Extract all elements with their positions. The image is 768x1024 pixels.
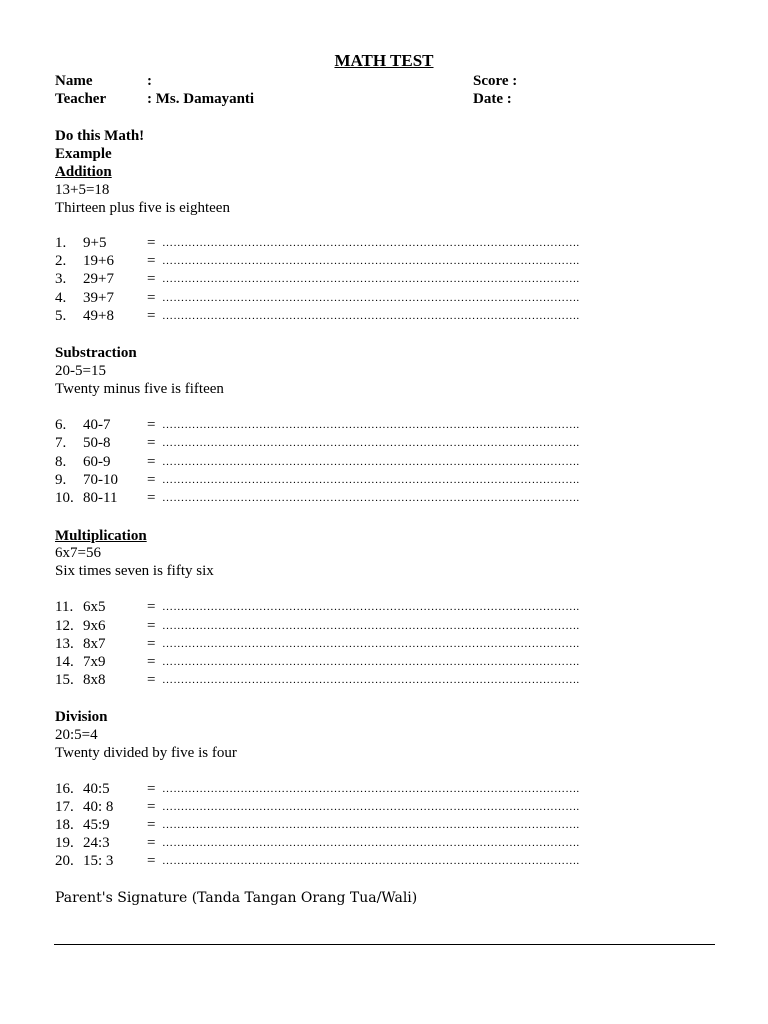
question-number: 4. bbox=[55, 290, 67, 306]
section-sentence: Six times seven is fifty six bbox=[55, 563, 214, 579]
parent-signature-label: Parent's Signature (Tanda Tangan Orang Tua/Wali) bbox=[55, 890, 418, 906]
section-example: 6x7=56 bbox=[55, 545, 101, 561]
section-sentence: Twenty minus five is fifteen bbox=[55, 381, 224, 397]
question-expression: 49+8 bbox=[83, 308, 114, 324]
answer-blank[interactable]: …………………………………………………………………………………………………. bbox=[162, 656, 580, 668]
equals-sign: = bbox=[147, 271, 156, 287]
equals-sign: = bbox=[147, 817, 156, 833]
name-colon: : bbox=[147, 73, 152, 89]
answer-blank[interactable]: …………………………………………………………………………………………………. bbox=[162, 456, 580, 468]
equals-sign: = bbox=[147, 799, 156, 815]
question-expression: 9+5 bbox=[83, 235, 107, 251]
question-expression: 70-10 bbox=[83, 472, 118, 488]
equals-sign: = bbox=[147, 435, 156, 451]
equals-sign: = bbox=[147, 853, 156, 869]
score-label: Score : bbox=[473, 73, 518, 89]
equals-sign: = bbox=[147, 472, 156, 488]
section-heading-division: Division bbox=[55, 709, 108, 725]
question-number: 10. bbox=[55, 490, 74, 506]
answer-blank[interactable]: …………………………………………………………………………………………………. bbox=[162, 855, 580, 867]
question-expression: 29+7 bbox=[83, 271, 114, 287]
teacher-value: : Ms. Damayanti bbox=[147, 91, 255, 107]
equals-sign: = bbox=[147, 672, 156, 688]
question-number: 12. bbox=[55, 618, 74, 634]
section-sentence: Twenty divided by five is four bbox=[55, 745, 237, 761]
question-expression: 50-8 bbox=[83, 435, 111, 451]
question-number: 9. bbox=[55, 472, 67, 488]
question-expression: 8x8 bbox=[83, 672, 106, 688]
question-number: 5. bbox=[55, 308, 67, 324]
answer-blank[interactable]: …………………………………………………………………………………………………. bbox=[162, 255, 580, 267]
equals-sign: = bbox=[147, 636, 156, 652]
section-example: 20-5=15 bbox=[55, 363, 106, 379]
section-heading-multiplication: Multiplication bbox=[55, 528, 147, 544]
question-number: 1. bbox=[55, 235, 67, 251]
answer-blank[interactable]: …………………………………………………………………………………………………. bbox=[162, 601, 580, 613]
question-number: 18. bbox=[55, 817, 74, 833]
question-expression: 60-9 bbox=[83, 454, 111, 470]
equals-sign: = bbox=[147, 308, 156, 324]
question-number: 2. bbox=[55, 253, 67, 269]
answer-blank[interactable]: …………………………………………………………………………………………………. bbox=[162, 801, 580, 813]
date-label: Date : bbox=[473, 91, 512, 107]
question-expression: 40:5 bbox=[83, 781, 110, 797]
answer-blank[interactable]: …………………………………………………………………………………………………. bbox=[162, 310, 580, 322]
question-expression: 40-7 bbox=[83, 417, 111, 433]
section-example: 13+5=18 bbox=[55, 182, 110, 198]
answer-blank[interactable]: …………………………………………………………………………………………………. bbox=[162, 674, 580, 686]
answer-blank[interactable]: …………………………………………………………………………………………………. bbox=[162, 783, 580, 795]
teacher-label: Teacher bbox=[55, 91, 107, 107]
equals-sign: = bbox=[147, 490, 156, 506]
question-number: 20. bbox=[55, 853, 74, 869]
equals-sign: = bbox=[147, 835, 156, 851]
question-number: 7. bbox=[55, 435, 67, 451]
section-heading-substraction: Substraction bbox=[55, 345, 137, 361]
question-number: 19. bbox=[55, 835, 74, 851]
answer-blank[interactable]: …………………………………………………………………………………………………. bbox=[162, 419, 580, 431]
signature-line bbox=[54, 944, 715, 945]
question-number: 14. bbox=[55, 654, 74, 670]
question-expression: 15: 3 bbox=[83, 853, 114, 869]
answer-blank[interactable]: …………………………………………………………………………………………………. bbox=[162, 492, 580, 504]
question-number: 3. bbox=[55, 271, 67, 287]
section-sentence: Thirteen plus five is eighteen bbox=[55, 200, 230, 216]
question-number: 11. bbox=[55, 599, 74, 615]
equals-sign: = bbox=[147, 781, 156, 797]
page-title: MATH TEST bbox=[334, 51, 434, 70]
question-expression: 45:9 bbox=[83, 817, 110, 833]
question-number: 6. bbox=[55, 417, 67, 433]
question-expression: 6x5 bbox=[83, 599, 106, 615]
section-example: 20:5=4 bbox=[55, 727, 98, 743]
question-number: 17. bbox=[55, 799, 74, 815]
question-number: 16. bbox=[55, 781, 74, 797]
section-heading-addition: Addition bbox=[55, 164, 112, 180]
answer-blank[interactable]: …………………………………………………………………………………………………. bbox=[162, 819, 580, 831]
answer-blank[interactable]: …………………………………………………………………………………………………. bbox=[162, 638, 580, 650]
equals-sign: = bbox=[147, 599, 156, 615]
question-number: 8. bbox=[55, 454, 67, 470]
question-number: 15. bbox=[55, 672, 74, 688]
name-label: Name bbox=[55, 73, 93, 89]
equals-sign: = bbox=[147, 235, 156, 251]
example-label: Example bbox=[55, 146, 112, 162]
answer-blank[interactable]: …………………………………………………………………………………………………. bbox=[162, 837, 580, 849]
question-expression: 19+6 bbox=[83, 253, 114, 269]
question-expression: 40: 8 bbox=[83, 799, 114, 815]
answer-blank[interactable]: …………………………………………………………………………………………………. bbox=[162, 237, 580, 249]
answer-blank[interactable]: …………………………………………………………………………………………………. bbox=[162, 292, 580, 304]
question-expression: 8x7 bbox=[83, 636, 106, 652]
equals-sign: = bbox=[147, 454, 156, 470]
instruction-text: Do this Math! bbox=[55, 128, 145, 144]
equals-sign: = bbox=[147, 417, 156, 433]
question-expression: 39+7 bbox=[83, 290, 114, 306]
question-number: 13. bbox=[55, 636, 74, 652]
question-expression: 80-11 bbox=[83, 490, 118, 506]
equals-sign: = bbox=[147, 618, 156, 634]
equals-sign: = bbox=[147, 654, 156, 670]
question-expression: 24:3 bbox=[83, 835, 110, 851]
answer-blank[interactable]: …………………………………………………………………………………………………. bbox=[162, 437, 580, 449]
answer-blank[interactable]: …………………………………………………………………………………………………. bbox=[162, 273, 580, 285]
question-expression: 9x6 bbox=[83, 618, 106, 634]
answer-blank[interactable]: …………………………………………………………………………………………………. bbox=[162, 620, 580, 632]
equals-sign: = bbox=[147, 253, 156, 269]
equals-sign: = bbox=[147, 290, 156, 306]
question-expression: 7x9 bbox=[83, 654, 106, 670]
answer-blank[interactable]: …………………………………………………………………………………………………. bbox=[162, 474, 580, 486]
